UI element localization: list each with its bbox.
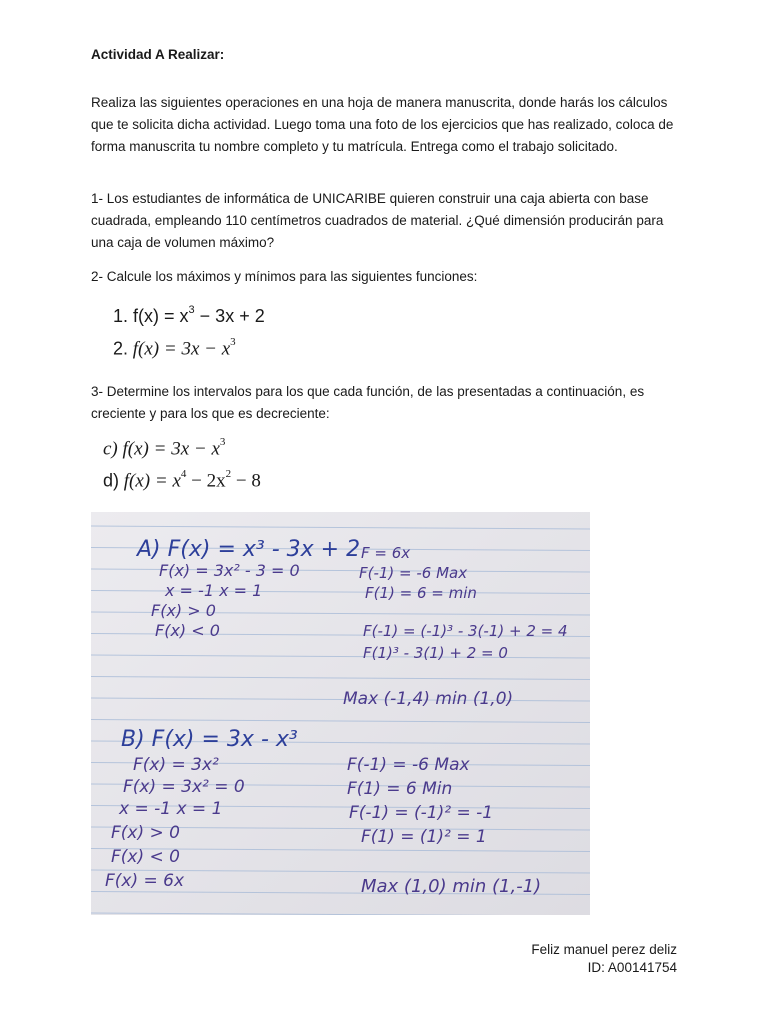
hw-b-right-3: F(-1) = (-1)² = -1 [349,803,494,823]
equation-d-exp2: 2 [225,468,232,480]
activity-heading: Actividad A Realizar: [91,47,225,62]
equation-d-label: d) [103,470,120,491]
notebook-photo-svg [91,512,590,915]
hw-a-right-4: F(-1) = (-1)³ - 3(-1) + 2 = 4 [363,622,568,640]
hw-b-left-4: F(x) > 0 [111,823,180,843]
equation-2-expr: f(x) = 3x − x [132,338,231,360]
equation-d-expr: f(x) = x [123,470,181,492]
equation-2-number: 2. [113,338,129,359]
hw-a-left-4: F(x) < 0 [155,621,220,640]
hw-b-right-5: Max (1,0) min (1,-1) [361,876,542,897]
instructions-paragraph: Realiza las siguientes operaciones en una hoja de manera manuscrita, donde harás los cálculos que te solicita dicha actividad. Luego toma una foto de los ejercicios que has realizado, coloca de forma manuscrita tu nombre completo y tu matrícula. Entrega como el trabajo solicitado. [91,95,674,154]
student-name: Feliz manuel perez deliz [531,942,677,957]
question-3: 3- Determine los intervalos para los que cada función, de las presentadas a continuación, es creciente y para los que es decreciente: [91,384,645,421]
equation-d-mid: − 2x [186,470,226,492]
hw-b-title: B) F(x) = 3x - x³ [121,727,298,752]
hw-b-left-1: F(x) = 3x² [133,755,219,775]
hw-a-left-3: F(x) > 0 [151,601,216,620]
equation-d-rest: − 8 [231,470,261,492]
hw-a-title: A) F(x) = x³ - 3x + 2 [137,537,361,562]
hw-a-left-2: x = -1 x = 1 [165,581,263,600]
hw-a-right-1: F = 6x [361,544,411,562]
equation-1 [113,306,265,327]
equation-d [103,470,261,492]
hw-b-left-6: F(x) = 6x [105,871,185,891]
hw-b-right-2: F(1) = 6 Min [347,779,453,799]
hw-a-right-6: Max (-1,4) min (1,0) [343,689,514,709]
equation-c-label: c) [103,438,118,460]
equation-1-expr: f(x) = x [133,306,189,326]
question-1: 1- Los estudiantes de informática de UNICARIBE quieren construir una caja abierta con base cuadrada, empleando 110 centímetros cuadrados de material. ¿Qué dimensión producirán para una caja de volumen máximo? [91,191,664,250]
equation-1-exp: 3 [188,304,195,316]
equation-c-exp: 3 [219,436,226,448]
equation-1-rest: − 3x + 2 [194,306,265,326]
equation-2-exp: 3 [230,336,236,348]
hw-a-left-1: F(x) = 3x² - 3 = 0 [159,561,300,580]
question-2: 2- Calcule los máximos y mínimos para las siguientes funciones: [91,269,478,284]
equation-1-number: 1. [113,306,129,326]
equation-c-expr: f(x) = 3x − x [122,438,220,460]
hw-a-right-5: F(1)³ - 3(1) + 2 = 0 [363,644,508,662]
hw-b-right-1: F(-1) = -6 Max [347,755,470,775]
hw-a-right-2: F(-1) = -6 Max [359,564,468,582]
hw-a-right-3: F(1) = 6 = min [365,584,477,602]
hw-b-left-3: x = -1 x = 1 [119,799,223,819]
equation-d-exp: 4 [180,468,187,480]
equation-2 [113,338,236,360]
student-id: ID: A00141754 [587,960,677,975]
equation-c [103,438,225,460]
hw-b-left-2: F(x) = 3x² = 0 [123,777,245,797]
handwritten-notebook-photo [91,512,590,915]
hw-b-left-5: F(x) < 0 [111,847,180,867]
hw-b-right-4: F(1) = (1)² = 1 [361,827,487,847]
